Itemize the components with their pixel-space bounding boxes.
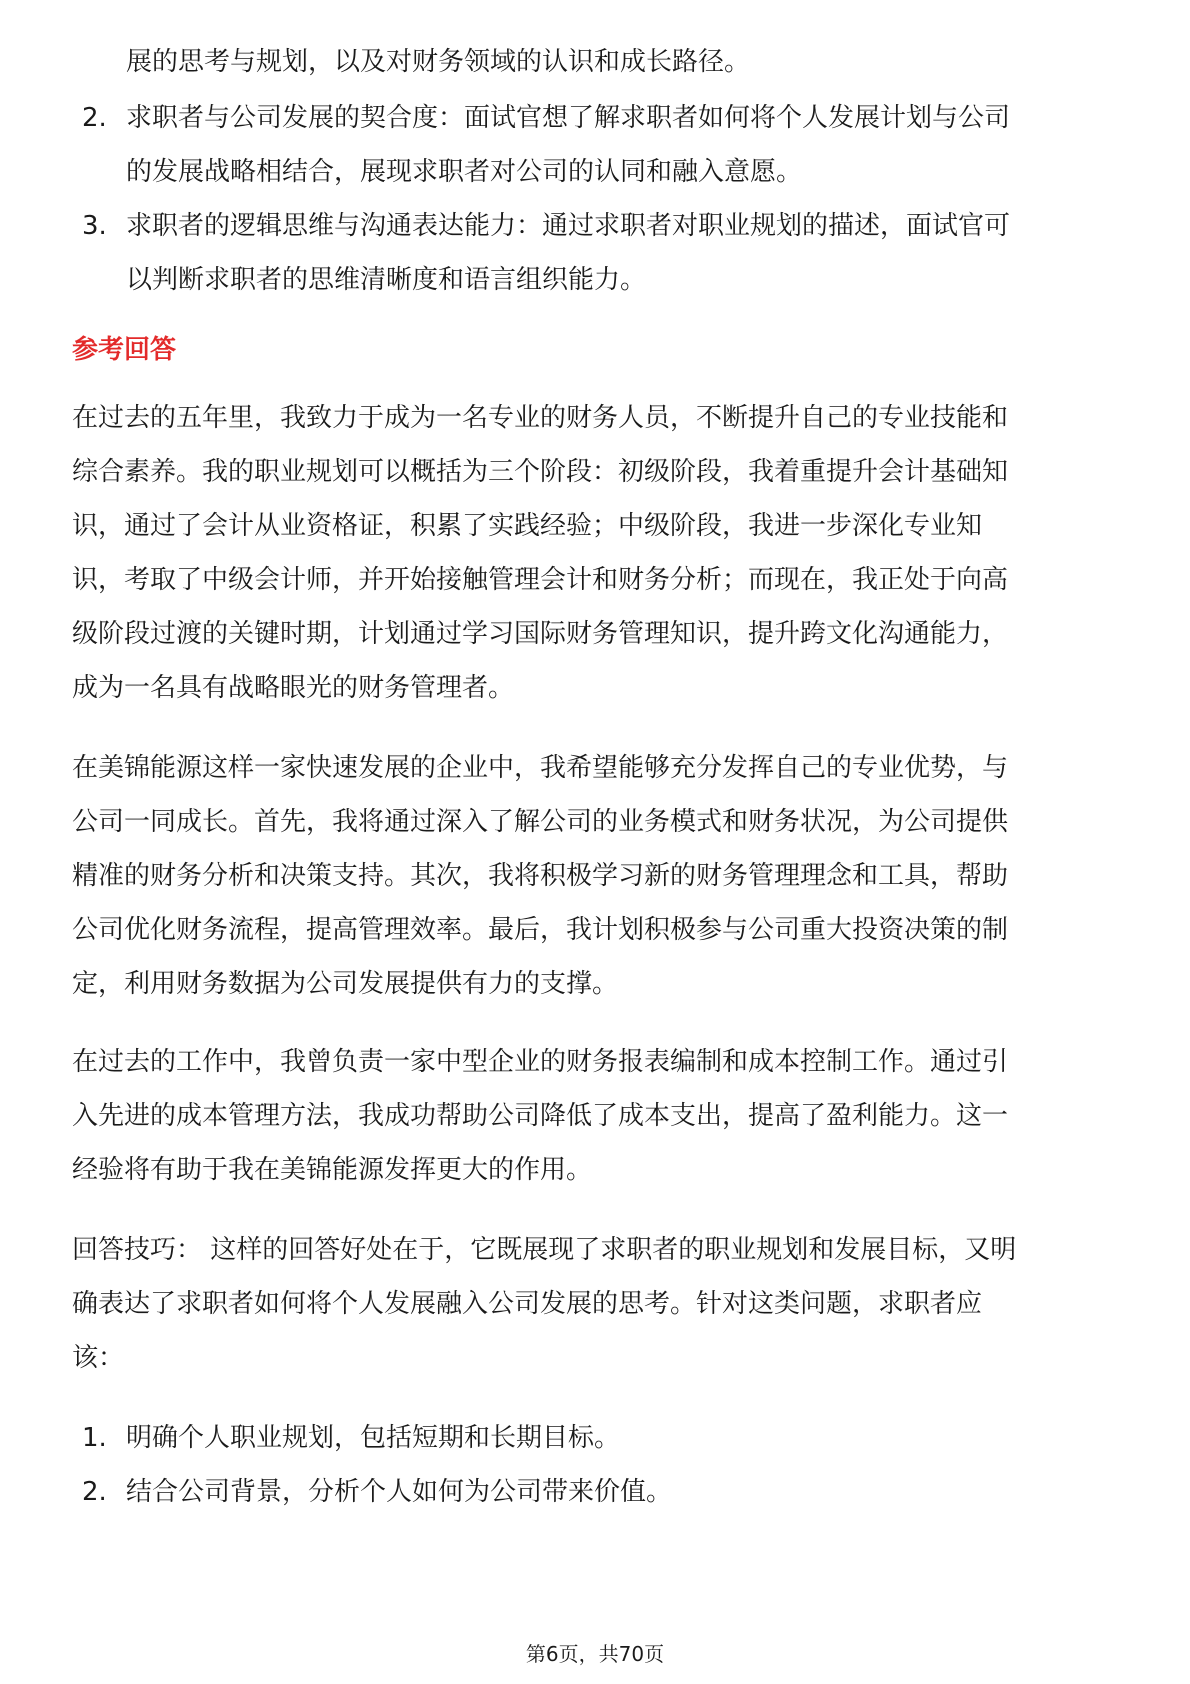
tip-2-number: 2. [82, 1477, 107, 1507]
tips-line: 该： [72, 1343, 125, 1373]
para3-line: 在过去的工作中，我曾负责一家中型企业的财务报表编制和成本控制工作。通过引 [72, 1047, 1009, 1077]
para1-line: 识，通过了会计从业资格证，积累了实践经验；中级阶段，我进一步深化专业知 [72, 511, 983, 541]
point-2-line2: 的发展战略相结合，展现求职者对公司的认同和融入意愿。 [126, 157, 803, 187]
para2-line: 公司一同成长。首先，我将通过深入了解公司的业务模式和财务状况，为公司提供 [72, 807, 1009, 837]
tips-line: 回答技巧： 这样的回答好处在于，它既展现了求职者的职业规划和发展目标，又明 [72, 1235, 1017, 1265]
tip-1-number: 1. [82, 1423, 107, 1453]
para1-line: 在过去的五年里，我致力于成为一名专业的财务人员，不断提升自己的专业技能和 [72, 403, 1009, 433]
point-3-line1: 求职者的逻辑思维与沟通表达能力：通过求职者对职业规划的描述，面试官可 [126, 211, 1011, 241]
tips-line: 确表达了求职者如何将个人发展融入公司发展的思考。针对这类问题，求职者应 [72, 1289, 983, 1319]
tip-2-text: 结合公司背景，分析个人如何为公司带来价值。 [126, 1477, 673, 1507]
answer-heading: 参考回答 [72, 335, 177, 365]
point-2-number: 2. [82, 103, 107, 133]
para1-line: 成为一名具有战略眼光的财务管理者。 [72, 673, 515, 703]
para2-line: 公司优化财务流程，提高管理效率。最后，我计划积极参与公司重大投资决策的制 [72, 915, 1009, 945]
page-footer: 第6页，共70页 [525, 1642, 665, 1666]
para2-line: 定，利用财务数据为公司发展提供有力的支撑。 [72, 969, 619, 999]
point-2-line1: 求职者与公司发展的契合度：面试官想了解求职者如何将个人发展计划与公司 [126, 103, 1011, 133]
para3-line: 入先进的成本管理方法，我成功帮助公司降低了成本支出，提高了盈利能力。这一 [72, 1101, 1009, 1131]
para1-line: 级阶段过渡的关键时期，计划通过学习国际财务管理知识，提升跨文化沟通能力， [72, 619, 1009, 649]
tip-1-text: 明确个人职业规划，包括短期和长期目标。 [126, 1423, 621, 1453]
point-3-number: 3. [82, 211, 107, 241]
para3-line: 经验将有助于我在美锦能源发挥更大的作用。 [72, 1155, 593, 1185]
point-3-line2: 以判断求职者的思维清晰度和语言组织能力。 [126, 265, 647, 295]
para2-line: 在美锦能源这样一家快速发展的企业中，我希望能够充分发挥自己的专业优势，与 [72, 753, 1009, 783]
para1-line: 综合素养。我的职业规划可以概括为三个阶段：初级阶段，我着重提升会计基础知 [72, 457, 1009, 487]
para2-line: 精准的财务分析和决策支持。其次，我将积极学习新的财务管理理念和工具，帮助 [72, 861, 1009, 891]
intro-tail: 展的思考与规划，以及对财务领域的认识和成长路径。 [126, 47, 751, 77]
para1-line: 识，考取了中级会计师，并开始接触管理会计和财务分析；而现在，我正处于向高 [72, 565, 1009, 595]
